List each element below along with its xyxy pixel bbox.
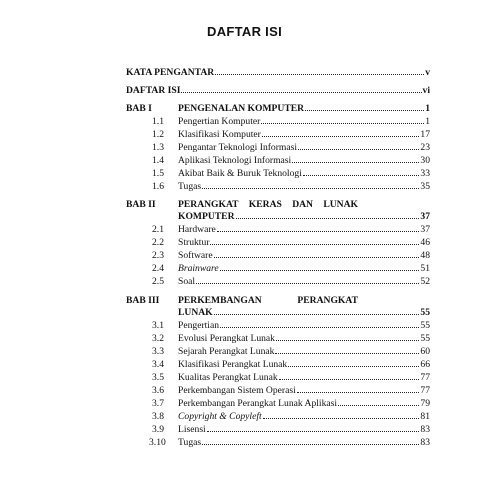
toc-page-number: 48 (420, 250, 430, 261)
dot-leader (275, 353, 419, 354)
section-label: Sejarah Perangkat Lunak (178, 346, 275, 357)
toc-section[interactable] (178, 424, 430, 435)
toc-page-number: 83 (420, 424, 430, 435)
section-label: Brainware (178, 263, 219, 274)
dot-leader (263, 418, 420, 419)
section-number: 1.1 (152, 116, 164, 127)
section-label: Tugas (178, 181, 202, 192)
section-number: 3.2 (152, 333, 164, 344)
dot-leader (236, 218, 420, 219)
section-label: Klasifikasi Komputer (178, 129, 261, 140)
toc-section[interactable] (178, 116, 430, 127)
toc-section[interactable] (178, 224, 430, 235)
toc-page-number: 83 (420, 437, 430, 448)
section-label: Kualitas Perangkat Lunak (178, 372, 278, 383)
section-label: Pengantar Teknologi Informasi (178, 142, 298, 153)
toc-page-number: 55 (420, 320, 430, 331)
toc-section[interactable] (178, 385, 430, 396)
section-label: Pengertian (178, 320, 220, 331)
dot-leader (214, 257, 420, 258)
toc-page-number: 33 (420, 168, 430, 179)
section-label: Klasifikasi Perangkat Lunak (178, 359, 288, 370)
section-number: 3.10 (149, 437, 166, 448)
toc-entry-label: DAFTAR ISI (126, 85, 181, 96)
section-label: Software (178, 250, 213, 261)
toc-chapter-2[interactable] (178, 211, 430, 222)
dot-leader (292, 162, 419, 163)
toc-section[interactable] (178, 181, 430, 192)
dot-leader (297, 392, 420, 393)
chapter-heading: PERKEMBANGAN PERANGKAT (178, 295, 358, 306)
dot-leader (288, 366, 419, 367)
toc-section[interactable] (178, 168, 430, 179)
toc-entry-label: KATA PENGANTAR (126, 67, 215, 78)
dot-leader (202, 188, 419, 189)
chapter-code: BAB II (126, 199, 156, 210)
toc-page-number: 81 (420, 411, 430, 422)
section-number: 1.6 (152, 181, 164, 192)
toc-page-number: 79 (420, 398, 430, 409)
toc-entry-kata-pengantar[interactable] (126, 67, 430, 78)
chapter-code: BAB III (126, 295, 160, 306)
chapter-heading-continued: LUNAK (178, 307, 213, 318)
dot-leader (305, 110, 424, 111)
section-number: 2.1 (152, 224, 164, 235)
dot-leader (196, 283, 419, 284)
toc-section[interactable] (178, 320, 430, 331)
dot-leader (214, 314, 420, 315)
toc-section[interactable] (178, 129, 430, 140)
toc-page-number: vi (422, 85, 430, 96)
toc-page-number: 55 (420, 307, 430, 318)
chapter-heading: PERANGKAT KERAS DAN LUNAK (178, 199, 358, 210)
section-label: Hardware (178, 224, 216, 235)
section-label: Evolusi Perangkat Lunak (178, 333, 275, 344)
dot-leader (217, 231, 420, 232)
section-number: 1.3 (152, 142, 164, 153)
toc-section[interactable] (178, 398, 430, 409)
toc-page-number: 17 (420, 129, 430, 140)
section-label: Pengertian Komputer (178, 116, 261, 127)
toc-section[interactable] (178, 250, 430, 261)
section-label: Perkembangan Sistem Operasi (178, 385, 296, 396)
section-number: 3.7 (152, 398, 164, 409)
toc-page-number: 1 (425, 103, 430, 114)
section-number: 3.3 (152, 346, 164, 357)
section-number: 3.9 (152, 424, 164, 435)
dot-leader (279, 379, 420, 380)
section-number: 3.1 (152, 320, 164, 331)
toc-page-number: 37 (420, 211, 430, 222)
dot-leader (202, 444, 419, 445)
dot-leader (181, 92, 421, 93)
toc-page-number: 1 (425, 116, 430, 127)
section-label: Struktur (178, 237, 210, 248)
toc-page-number: 37 (420, 224, 430, 235)
toc-page-number: 51 (420, 263, 430, 274)
section-number: 3.5 (152, 372, 164, 383)
toc-section[interactable] (178, 142, 430, 153)
section-number: 1.5 (152, 168, 164, 179)
chapter-code: BAB I (126, 103, 152, 114)
toc-section[interactable] (178, 237, 430, 248)
section-label: Copyright & Copyleft (178, 411, 262, 422)
toc-page-number: 52 (420, 276, 430, 287)
toc-entry-daftar-isi[interactable] (126, 85, 430, 96)
dot-leader (298, 149, 419, 150)
dot-leader (261, 123, 424, 124)
section-number: 2.2 (152, 237, 164, 248)
toc-section[interactable] (178, 437, 430, 448)
page-title: DAFTAR ISI (207, 24, 282, 39)
dot-leader (338, 405, 419, 406)
toc-chapter-3[interactable] (178, 307, 430, 318)
toc-page-number: 35 (420, 181, 430, 192)
toc-section[interactable] (178, 263, 430, 274)
toc-section[interactable] (178, 333, 430, 344)
toc-section[interactable] (178, 346, 430, 357)
dot-leader (276, 340, 419, 341)
section-label: Soal (178, 276, 196, 287)
toc-page-number: 46 (420, 237, 430, 248)
toc-page-number: 30 (420, 155, 430, 166)
chapter-heading: PENGENALAN KOMPUTER (178, 103, 305, 114)
dot-leader (215, 74, 424, 75)
section-number: 3.6 (152, 385, 164, 396)
toc-page-number: 66 (420, 359, 430, 370)
toc-page-number: 55 (420, 333, 430, 344)
section-number: 3.4 (152, 359, 164, 370)
toc-page-number: 77 (420, 385, 430, 396)
toc-section[interactable] (178, 359, 430, 370)
dot-leader (262, 136, 420, 137)
section-number: 1.4 (152, 155, 164, 166)
section-label: Akibat Baik & Buruk Teknologi (178, 168, 302, 179)
toc-page-number: 60 (420, 346, 430, 357)
toc-section[interactable] (178, 276, 430, 287)
toc-page-number: 23 (420, 142, 430, 153)
section-label: Lisensi (178, 424, 206, 435)
toc-section[interactable] (178, 411, 430, 422)
dot-leader (220, 270, 420, 271)
dot-leader (303, 175, 420, 176)
toc-chapter-1[interactable] (178, 103, 430, 114)
toc-section[interactable] (178, 372, 430, 383)
section-number: 2.3 (152, 250, 164, 261)
section-label: Tugas (178, 437, 202, 448)
section-label: Aplikasi Teknologi Informasi (178, 155, 292, 166)
chapter-heading-continued: KOMPUTER (178, 211, 235, 222)
toc-section[interactable] (178, 155, 430, 166)
section-number: 3.8 (152, 411, 164, 422)
dot-leader (207, 431, 420, 432)
section-number: 2.4 (152, 263, 164, 274)
dot-leader (220, 327, 419, 328)
toc-page-number: 77 (420, 372, 430, 383)
toc-page-number: v (425, 67, 430, 78)
section-number: 1.2 (152, 129, 164, 140)
section-number: 2.5 (152, 276, 164, 287)
dot-leader (210, 244, 419, 245)
section-label: Perkembangan Perangkat Lunak Aplikasi (178, 398, 338, 409)
